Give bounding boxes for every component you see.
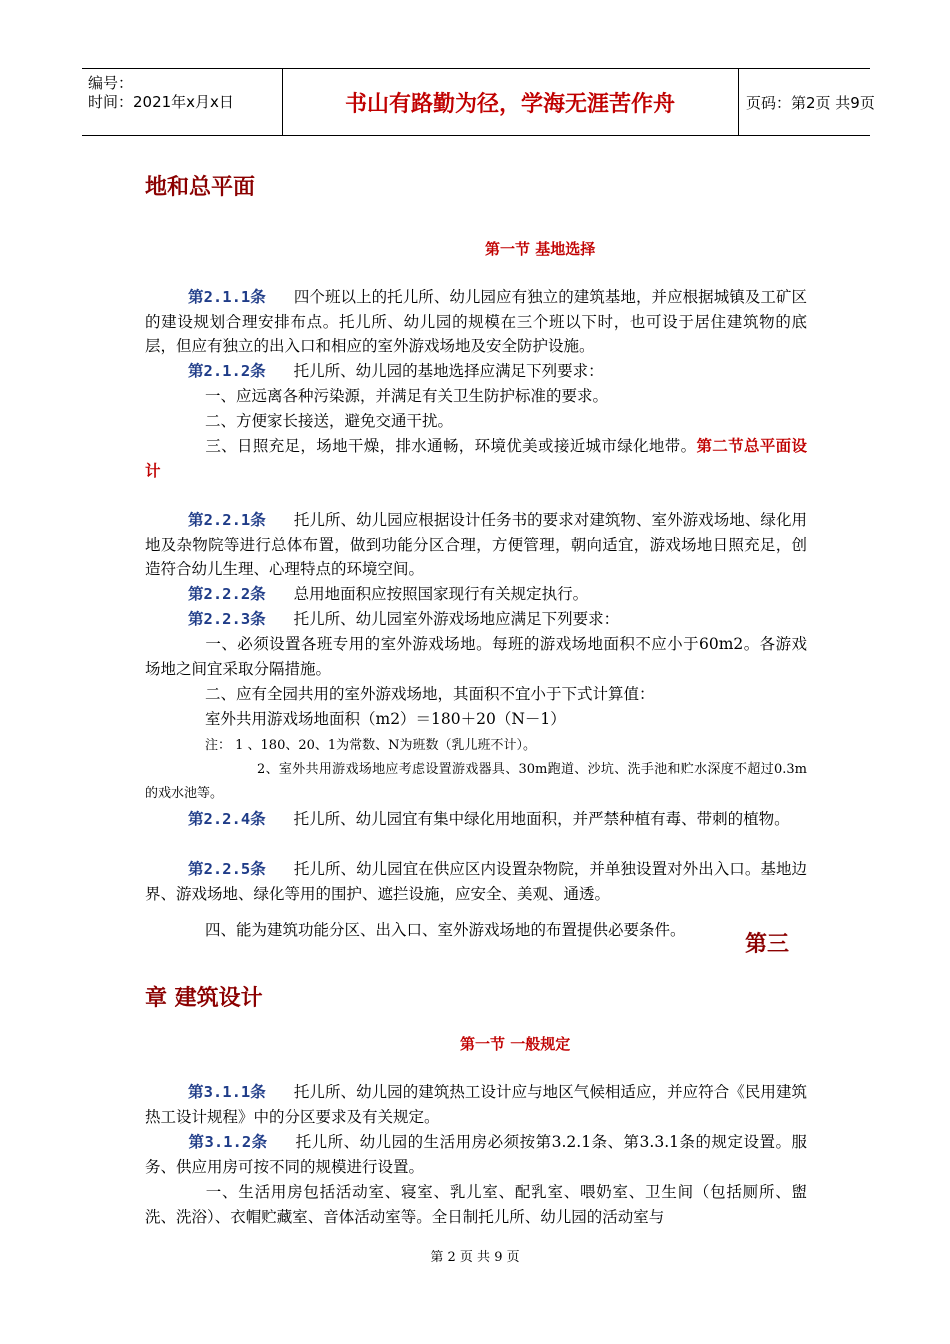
motto: 书山有路勤为径，学海无涯苦作舟 xyxy=(282,69,739,135)
article-2-2-3 xyxy=(145,607,807,632)
article-number: 第2.2.3条 xyxy=(188,610,266,628)
formula-text: 室外共用游戏场地面积（m2）＝180＋20（N－1） xyxy=(205,710,566,728)
note-text: 2、室外共用游戏场地应考虑设置游戏器具、30m跑道、沙坑、洗手池和贮水深度不超过0.3m的戏水池等。 xyxy=(145,762,807,801)
article-text: 四个班以上的托儿所、幼儿园应有独立的建筑基地，并应根据城镇及工矿区的建设规划合理安排布点。托儿所、幼儿园的规模在三个班以下时，也可设于居住建筑物的底层，但应有独立的出入口和相应的室外游戏场地及安全防护设施。 xyxy=(145,288,807,355)
note-text: 注： 1 、180、20、1为常数、N为班数（乳儿班不计）。 xyxy=(205,738,537,753)
article-text: 总用地面积应按照国家现行有关规定执行。 xyxy=(293,585,589,603)
article-text: 托儿所、幼儿园宜有集中绿化用地面积，并严禁种植有毒、带刺的植物。 xyxy=(293,810,790,828)
chapter-title xyxy=(145,918,807,1026)
section-title: 第二节总平面设计 xyxy=(145,437,807,480)
list-item-text: 二、应有全园共用的室外游戏场地，其面积不宜小于下式计算值： xyxy=(205,685,655,703)
article-number: 第2.1.2条 xyxy=(188,362,266,380)
article-number: 第2.2.1条 xyxy=(188,511,266,529)
article-text: 托儿所、幼儿园室外游戏场地应满足下列要求： xyxy=(293,610,620,628)
list-item xyxy=(145,682,807,707)
chapter-title: 地和总平面 xyxy=(145,175,256,200)
article-2-2-5 xyxy=(145,857,807,906)
list-item-text: 一、应远离各种污染源，并满足有关卫生防护标准的要求。 xyxy=(205,387,609,405)
header-table xyxy=(82,68,875,136)
article-number: 第2.2.5条 xyxy=(188,860,266,878)
list-item xyxy=(145,434,807,483)
chapter-title-text: 第三章 建筑设计 xyxy=(145,932,790,1011)
article-number: 第3.1.1条 xyxy=(188,1083,266,1101)
header-left-cell xyxy=(82,69,283,135)
article-2-2-2 xyxy=(145,582,807,607)
article-2-2-4 xyxy=(145,807,807,832)
article-number: 第2.1.1条 xyxy=(188,288,266,306)
article-number: 第3.1.2条 xyxy=(188,1133,268,1151)
article-3-1-2 xyxy=(145,1130,807,1179)
article-3-1-1 xyxy=(145,1080,807,1129)
list-item-text: 一、生活用房包括活动室、寝室、乳儿室、配乳室、喂奶室、卫生间（包括厕所、盥洗、洗浴）、衣帽贮藏室、音体活动室等。全日制托儿所、幼儿园的活动室与 xyxy=(145,1183,807,1226)
date-label: 时间：2021年x月x日 xyxy=(88,93,234,111)
section-title: 第一节 基地选择 xyxy=(485,240,596,258)
article-number: 第2.2.4条 xyxy=(188,810,266,828)
article-text: 托儿所、幼儿园应根据设计任务书的要求对建筑物、室外游戏场地、绿化用地及杂物院等进行总体布置，做到功能分区合理，方便管理，朝向适宜，游戏场地日照充足，创造符合幼儿生理、心理特点的环境空间。 xyxy=(145,511,807,578)
page-label: 页码：第2页 共9页 xyxy=(746,93,875,112)
article-text: 托儿所、幼儿园的建筑热工设计应与地区气候相适应，并应符合《民用建筑热工设计规程》中的分区要求及有关规定。 xyxy=(145,1083,807,1126)
note xyxy=(145,758,807,806)
article-2-1-1 xyxy=(145,285,807,359)
article-2-1-2 xyxy=(145,359,807,384)
list-item-text: 二、方便家长接送，避免交通干扰。 xyxy=(205,412,454,430)
section-title: 第一节 一般规定 xyxy=(460,1035,571,1053)
page-footer: 第 2 页 共 9 页 xyxy=(430,1250,520,1265)
number-label: 编号： xyxy=(88,74,134,92)
list-item xyxy=(145,1180,807,1229)
formula xyxy=(145,707,807,732)
note xyxy=(145,734,807,759)
article-text: 托儿所、幼儿园的生活用房必须按第3.2.1条、第3.3.1条的规定设置。服务、供应用房可按不同的规模进行设置。 xyxy=(145,1133,807,1176)
article-number: 第2.2.2条 xyxy=(188,585,266,603)
article-text: 托儿所、幼儿园的基地选择应满足下列要求： xyxy=(293,362,604,380)
list-item-text: 三、日照充足，场地干燥，排水通畅，环境优美或接近城市绿化地带。 xyxy=(205,437,697,455)
list-item-text: 一、必须设置各班专用的室外游戏场地。每班的游戏场地面积不应小于60m2。各游戏场地之间宜采取分隔措施。 xyxy=(145,635,807,678)
article-2-2-1 xyxy=(145,508,807,582)
list-item xyxy=(145,409,807,434)
list-item xyxy=(145,632,807,681)
article-text: 托儿所、幼儿园宜在供应区内设置杂物院，并单独设置对外出入口。基地边界、游戏场地、绿化等用的围护、遮拦设施，应安全、美观、通透。 xyxy=(145,860,807,903)
list-item-text: 四、能为建筑功能分区、出入口、室外游戏场地的布置提供必要条件。 xyxy=(205,921,686,939)
list-item xyxy=(145,384,807,409)
